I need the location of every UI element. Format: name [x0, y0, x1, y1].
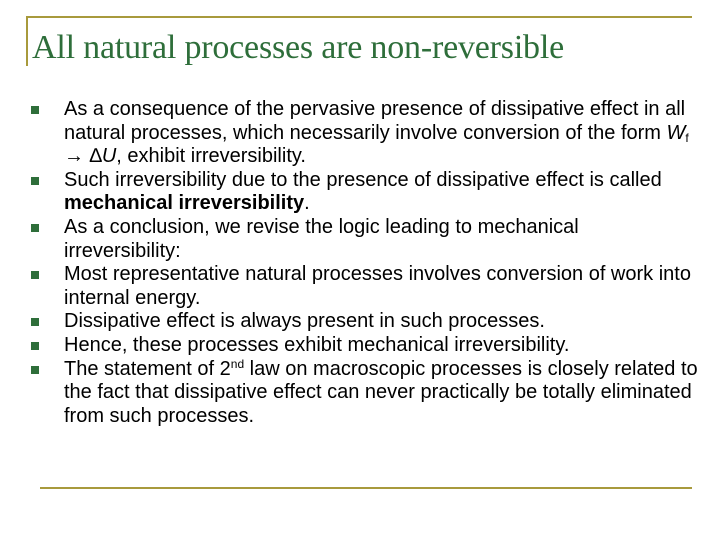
bullet-item-4 [30, 263, 698, 310]
square-bullet-icon [31, 106, 39, 114]
bullet-text: Hence, these processes exhibit mechanical irreversibility. [64, 333, 570, 356]
bold-term: mechanical irreversibility [64, 192, 305, 215]
square-bullet-icon [31, 366, 39, 374]
arrow-symbol: → [64, 145, 90, 168]
math-subscript-f: f [685, 130, 689, 145]
bullet-item-1 [30, 98, 698, 169]
square-bullet-icon [31, 271, 39, 279]
bullet-text: As a conclusion, we revise the logic leading to mechanical irreversibility: [64, 215, 579, 262]
slide-title: All natural processes are non-reversible [32, 29, 564, 66]
bullet-item-3 [30, 216, 698, 263]
frame-left-line [26, 16, 28, 66]
math-variable-u: U [101, 145, 117, 168]
bullet-text: Dissipative effect is always present in such processes. [64, 310, 545, 333]
square-bullet-icon [31, 224, 39, 232]
math-variable-w: W [666, 121, 686, 144]
square-bullet-icon [31, 318, 39, 326]
bullet-text: As a consequence of the pervasive presence of dissipative effect in all natural processes, which necessarily involve conversion of the form $W_f \to \Delta U$, exhibit irreversibility. [64, 98, 689, 168]
bullet-item-5 [30, 310, 698, 334]
bullet-item-6 [30, 334, 698, 358]
frame-top-line [26, 16, 692, 18]
bullet-item-7 [30, 358, 698, 429]
bullet-item-2 [30, 169, 698, 216]
bullet-text: The statement of 2nd law on macroscopic processes is closely related to the fact that dissipative effect can never practically be totally eliminated from such processes. [64, 356, 698, 427]
square-bullet-icon [31, 177, 39, 185]
square-bullet-icon [31, 342, 39, 350]
bullet-list [30, 98, 698, 428]
bullet-text: Most representative natural processes involves conversion of work into internal energy. [64, 263, 691, 309]
delta-symbol: ∆ [89, 145, 102, 168]
superscript-nd: nd [230, 356, 245, 371]
bullet-text: Such irreversibility due to the presence of dissipative effect is called mechanical irreversibility. [64, 168, 662, 215]
frame-bottom-line [40, 487, 692, 489]
